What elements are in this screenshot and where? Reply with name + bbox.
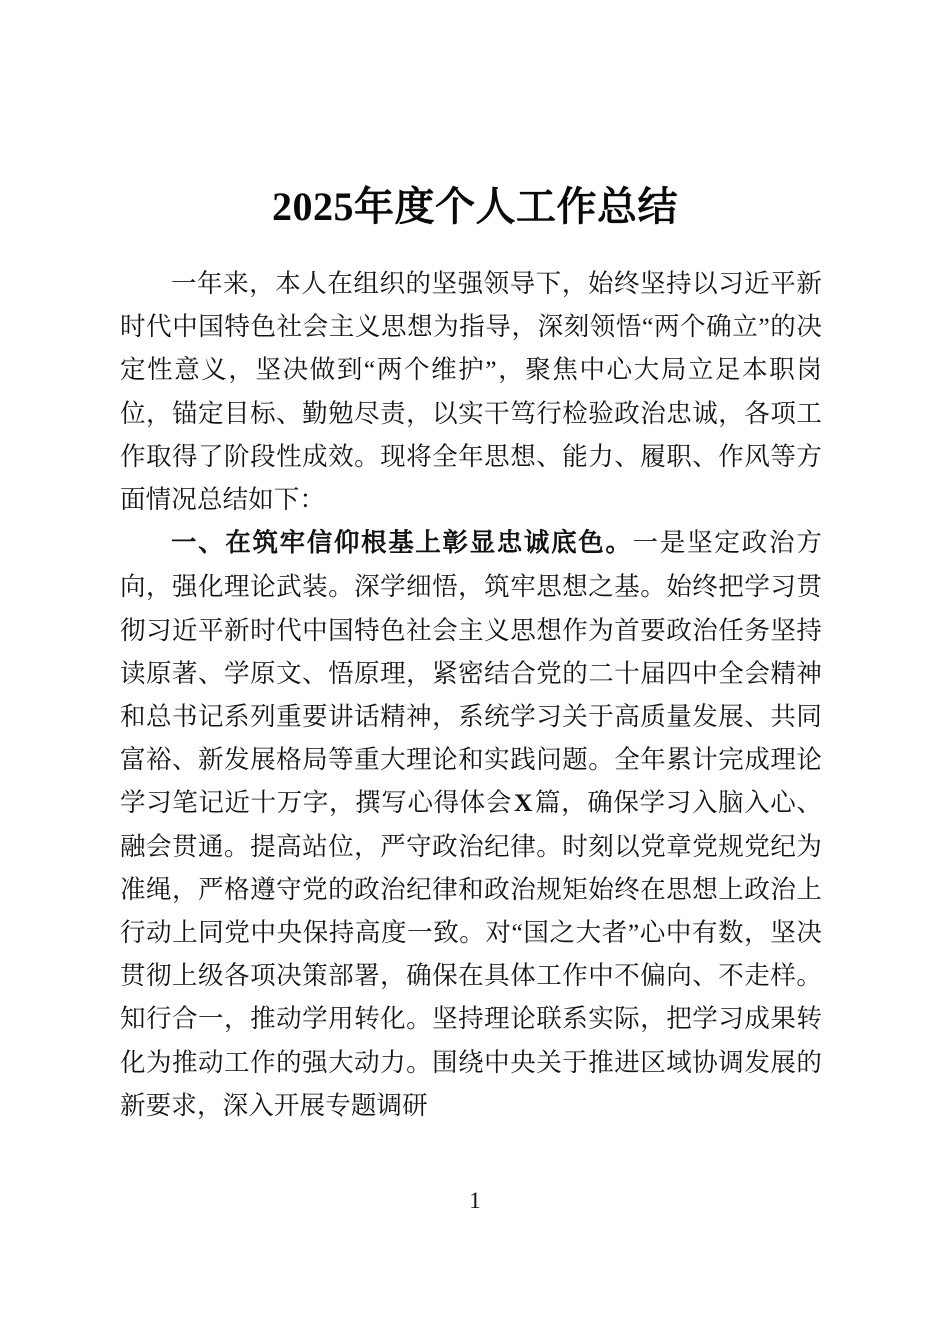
- page-title: 2025年度个人工作总结: [272, 183, 678, 229]
- paragraph-text: 一年来，本人在组织的坚强领导下，始终坚持以习近平新时代中国特色社会主义思想为指导，深刻领悟“两个确立”的决定性意义，坚决做到“两个维护”，聚焦中心大局立足本职岗位，锚定目标、勤勉尽责，以实干笃行检验政治忠诚，各项工作取得了阶段性成效。现将全年思想、能力、履职、作风等方面情况总结如下：: [120, 269, 822, 515]
- section-one-text-part-2: 篇，确保学习入脑入心、融会贯通。提高站位，严守政治纪律。时刻以党章党规党纪为准绳，严格遵守党的政治纪律和政治规矩始终在思想上政治上行动上同党中央保持高度一致。对“国之大者”心中有数，坚决贯彻上级各项决策部署，确保在具体工作中不偏向、不走样。知行合一，推动学用转化。坚持理论联系实际，把学习成果转化为推动工作的强大动力。围绕中央关于推进区域协调发展的新要求，深入开展专题调研: [120, 788, 822, 1120]
- page-number: 1: [469, 1188, 481, 1213]
- section-heading-one: 一、在筑牢信仰根基上彰显忠诚底色。: [171, 528, 633, 559]
- numeric-placeholder-x: X: [513, 788, 533, 818]
- document-body: [120, 262, 822, 1127]
- paragraph-section-one: [120, 521, 822, 1127]
- section-one-text-part-1: 一是坚定政治方向，强化理论武装。深学细悟，筑牢思想之基。始终把学习贯彻习近平新时代中国特色社会主义思想作为首要政治任务坚持读原著、学原文、悟原理，紧密结合党的二十届四中全会精神和总书记系列重要讲话精神，系统学习关于高质量发展、共同富裕、新发展格局等重大理论和实践问题。全年累计完成理论学习笔记近十万字，撰写心得体会: [120, 528, 822, 818]
- paragraph-opening: [120, 262, 822, 521]
